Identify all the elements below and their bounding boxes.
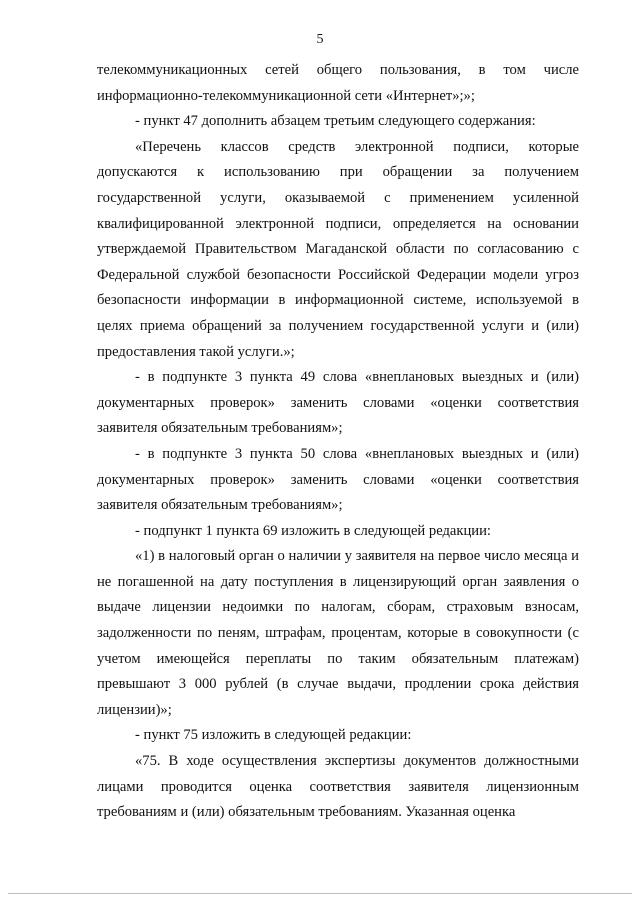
paragraph-item-47: - пункт 47 дополнить абзацем третьим следующего содержания: bbox=[135, 113, 536, 130]
paragraph-item-69: - подпункт 1 пункта 69 изложить в следующей редакции: bbox=[135, 522, 491, 539]
page-number: 5 bbox=[316, 32, 324, 47]
paragraph-quote-signature-classes: «Перечень классов средств электронной подписи, которые допускаются к использованию при обращении за получением государственной услуги, оказываемой с применением усиленной квалифицированной электронной подписи, определяется на основании утверждаемой Правительством Магаданской области по согласованию с Федеральной службой безопасности Российской Федерации модели угроз безопасности информации в информационной системе, используемой в целях приема обращений за получением государственной услуги и (или) предоставления такой услуги.»; bbox=[97, 138, 579, 360]
paragraph-quote-tax-authority: «1) в налоговый орган о наличии у заявителя на первое число месяца и не погашенной на дату поступления в лицензирующий орган заявления о выдаче лицензии недоимки по налогам, сборам, страховым взносам, задолженности по пеням, штрафам, процентам, которые в совокупности (с учетом имеющейся переплаты по таким обязательным платежам) превышают 3 000 рублей (в случае выдачи, продлении срока действия лицензии)»; bbox=[97, 548, 579, 718]
page-bottom-divider bbox=[8, 893, 632, 894]
paragraph-continuation: телекоммуникационных сетей общего пользования, в том числе информационно-телекоммуникационной сети «Интернет»;»; bbox=[97, 62, 579, 104]
paragraph-item-75: - пункт 75 изложить в следующей редакции: bbox=[135, 727, 412, 744]
paragraph-quote-item-75: «75. В ходе осуществления экспертизы документов должностными лицами проводится оценка соответствия заявителя лицензионным требованиям и (или) обязательным требованиям. Указанная оценка bbox=[97, 753, 579, 821]
paragraph-item-50: - в подпункте 3 пункта 50 слова «внеплановых выездных и (или) документарных проверок» заменить словами «оценки соответствия заявителя обязательным требованиям»; bbox=[97, 445, 579, 514]
paragraph-item-49: - в подпункте 3 пункта 49 слова «внеплановых выездных и (или) документарных проверок» заменить словами «оценки соответствия заявителя обязательным требованиям»; bbox=[97, 369, 579, 437]
document-body bbox=[97, 58, 579, 826]
